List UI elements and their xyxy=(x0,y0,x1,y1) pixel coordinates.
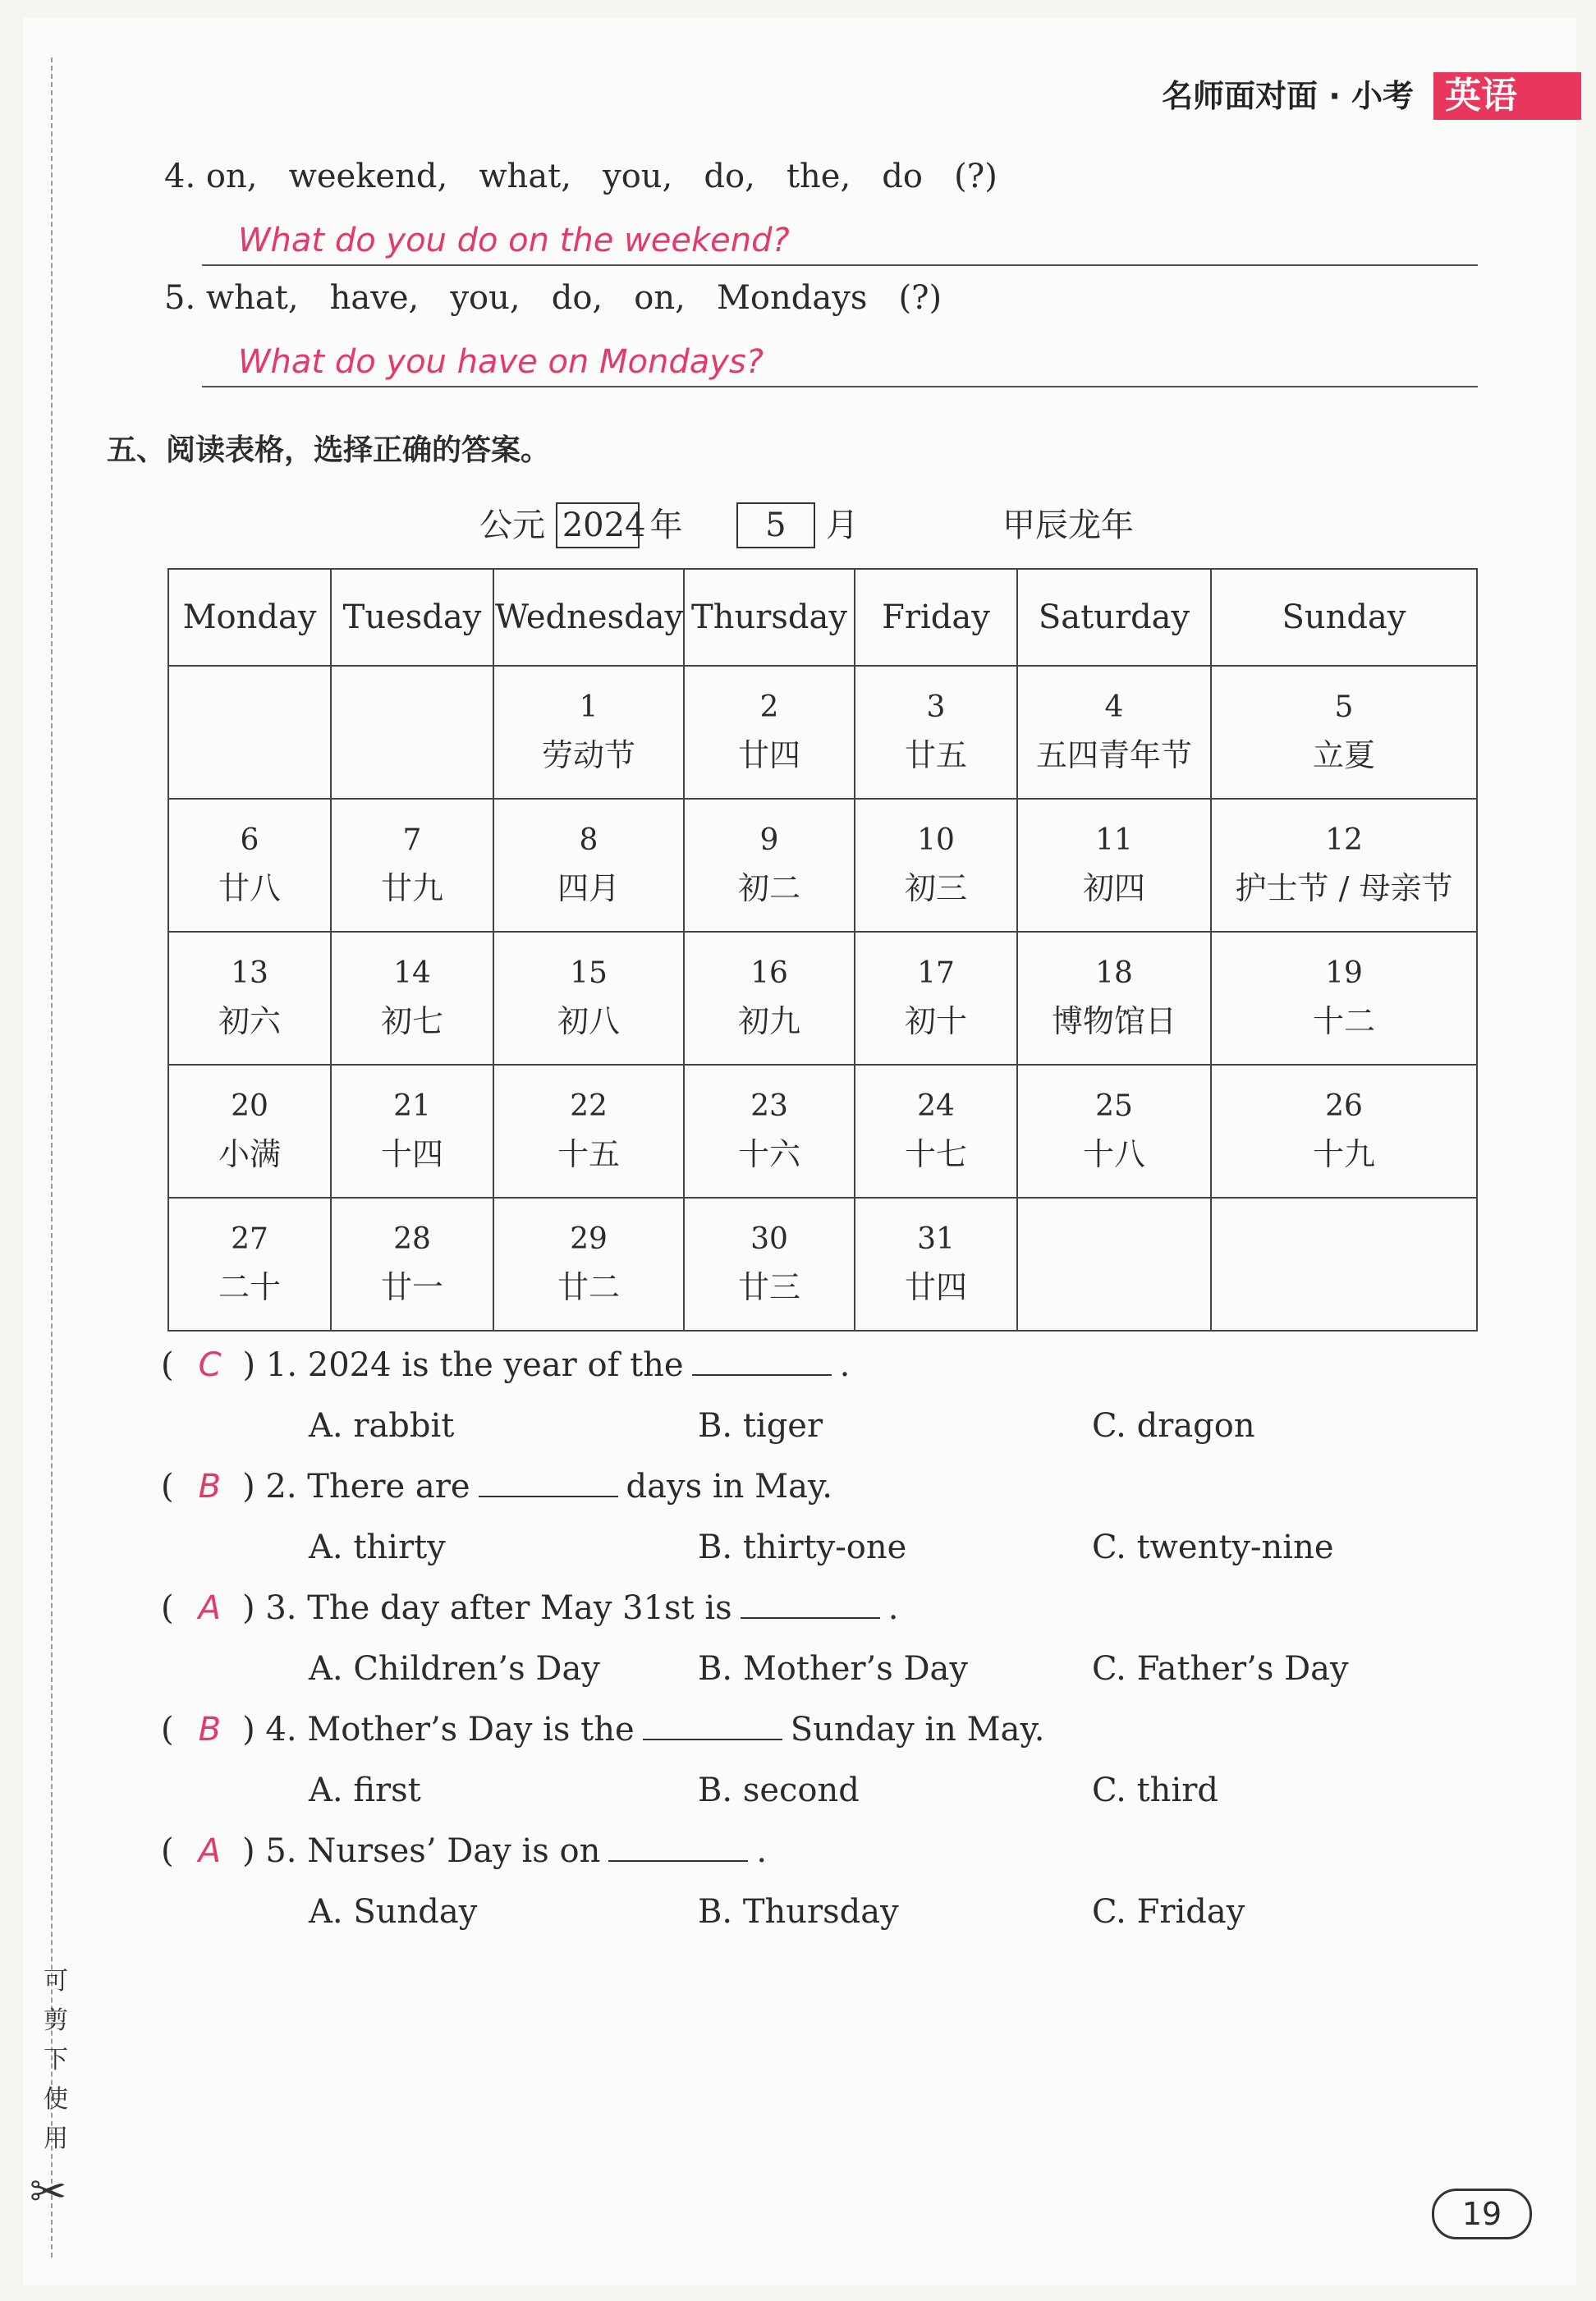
day-label: 初九 xyxy=(737,1003,800,1039)
question-answer: A xyxy=(198,1589,221,1627)
calendar-year-line xyxy=(479,499,1134,548)
day-label: 小满 xyxy=(218,1136,281,1172)
answer-paren-open: ( xyxy=(161,1711,174,1749)
day-number: 3 xyxy=(926,690,946,724)
calendar-table xyxy=(167,568,1478,1332)
weekday-saturday: Saturday xyxy=(1017,569,1211,666)
day-label: 十四 xyxy=(380,1136,443,1172)
calendar-week-row xyxy=(168,932,1477,1065)
ordering-item-4 xyxy=(164,158,998,195)
lunar-year: 甲辰龙年 xyxy=(1002,506,1135,544)
question-stem-end: . xyxy=(756,1832,768,1870)
calendar-day-cell xyxy=(168,1198,331,1331)
question-option: C. dragon xyxy=(1092,1407,1255,1445)
calendar-day-cell xyxy=(1211,1065,1477,1198)
cut-note-char: 下 xyxy=(44,2046,68,2074)
calendar-day-cell xyxy=(1017,1198,1211,1331)
calendar-day-cell xyxy=(493,666,684,799)
question-option: B. tiger xyxy=(698,1407,823,1445)
question-stem: 2024 is the year of the xyxy=(307,1346,684,1384)
section-heading: 五、阅读表格，选择正确的答案。 xyxy=(107,433,551,467)
question-stem-end: . xyxy=(839,1346,851,1384)
day-label: 初二 xyxy=(737,870,800,906)
day-label: 廿八 xyxy=(218,870,281,906)
question-stem: Nurses’ Day is on xyxy=(307,1832,601,1870)
ordering-words: on, weekend, what, you, do, the, do (?) xyxy=(205,158,998,195)
day-label: 初六 xyxy=(218,1003,281,1039)
calendar-day-cell xyxy=(1017,1065,1211,1198)
calendar-day-cell xyxy=(331,932,493,1065)
day-label: 廿三 xyxy=(737,1269,800,1305)
question-number: 2. xyxy=(265,1468,297,1506)
day-number: 8 xyxy=(579,823,598,857)
month-unit: 月 xyxy=(825,506,859,544)
day-number: 11 xyxy=(1095,823,1133,857)
question-option: A. thirty xyxy=(309,1529,446,1566)
day-label: 四月 xyxy=(557,870,620,906)
answer-paren-close: ) xyxy=(242,1711,255,1749)
day-number: 24 xyxy=(917,1089,955,1123)
calendar-day-cell xyxy=(331,1198,493,1331)
calendar-day-cell xyxy=(168,799,331,932)
calendar-day-cell xyxy=(855,1198,1017,1331)
question-option: A. first xyxy=(309,1772,421,1809)
question-number: 1. xyxy=(265,1346,298,1384)
calendar-week-row xyxy=(168,1065,1477,1198)
day-number: 28 xyxy=(393,1222,431,1256)
cut-note-char: 可 xyxy=(44,1967,68,1996)
question-option: C. Friday xyxy=(1092,1893,1245,1931)
calendar-day-cell xyxy=(684,799,855,932)
day-number: 17 xyxy=(917,956,955,990)
year-unit: 年 xyxy=(649,506,683,544)
day-label: 十五 xyxy=(557,1136,620,1172)
day-label: 五四青年节 xyxy=(1035,737,1192,773)
day-label: 初十 xyxy=(904,1003,967,1039)
answer-paren-close: ) xyxy=(242,1346,256,1384)
calendar-day-cell xyxy=(1017,799,1211,932)
ordering-number: 5. xyxy=(164,279,196,317)
question-option: B. second xyxy=(698,1772,860,1809)
calendar-week-row xyxy=(168,799,1477,932)
calendar-week-row xyxy=(168,1198,1477,1331)
calendar-day-cell xyxy=(168,666,331,799)
ordering-words: what, have, you, do, on, Mondays (?) xyxy=(205,279,942,317)
weekday-monday: Monday xyxy=(168,569,331,666)
day-label: 廿二 xyxy=(557,1269,620,1305)
cut-here-note xyxy=(39,1962,72,2159)
day-number: 4 xyxy=(1104,690,1124,724)
day-label: 廿四 xyxy=(904,1269,967,1305)
calendar-day-cell xyxy=(855,932,1017,1065)
day-number: 27 xyxy=(231,1222,268,1256)
day-label: 廿一 xyxy=(380,1269,443,1305)
calendar-day-cell xyxy=(684,1198,855,1331)
cut-note-char: 用 xyxy=(44,2125,68,2153)
day-number: 25 xyxy=(1095,1089,1133,1123)
calendar-day-cell xyxy=(1211,666,1477,799)
day-number: 7 xyxy=(402,823,422,857)
answer-paren-close: ) xyxy=(242,1468,255,1506)
day-number: 29 xyxy=(570,1222,608,1256)
day-label: 廿四 xyxy=(737,737,800,773)
day-number: 9 xyxy=(759,823,779,857)
day-label: 初四 xyxy=(1082,870,1145,906)
day-label: 初三 xyxy=(904,870,967,906)
cut-note-char: 剪 xyxy=(44,2006,68,2035)
day-number: 19 xyxy=(1325,956,1363,990)
ordering-answer-5: What do you have on Mondays? xyxy=(238,343,764,381)
day-number: 15 xyxy=(570,956,608,990)
question-stem-end: . xyxy=(887,1589,899,1627)
day-number: 16 xyxy=(750,956,788,990)
question-option: B. Mother’s Day xyxy=(698,1650,968,1688)
calendar-day-cell xyxy=(493,1065,684,1198)
subject-badge: 英语 xyxy=(1433,72,1581,120)
weekday-tuesday: Tuesday xyxy=(331,569,493,666)
weekday-friday: Friday xyxy=(855,569,1017,666)
question-option: A. Sunday xyxy=(309,1893,478,1931)
question-blank xyxy=(608,1836,748,1862)
day-number: 18 xyxy=(1095,956,1133,990)
question-blank xyxy=(692,1350,832,1376)
question-option: C. Father’s Day xyxy=(1092,1650,1349,1688)
question-answer: B xyxy=(198,1468,222,1506)
calendar-day-cell xyxy=(1211,799,1477,932)
day-label: 十七 xyxy=(904,1136,967,1172)
answer-paren-open: ( xyxy=(161,1589,174,1627)
ordering-number: 4. xyxy=(164,158,196,195)
calendar-day-cell xyxy=(493,932,684,1065)
weekday-sunday: Sunday xyxy=(1211,569,1477,666)
day-number: 21 xyxy=(393,1089,431,1123)
day-label: 护士节 / 母亲节 xyxy=(1235,870,1453,906)
day-label: 十八 xyxy=(1082,1136,1145,1172)
day-number: 2 xyxy=(759,690,779,724)
day-label: 劳动节 xyxy=(541,737,635,773)
question-answer: C xyxy=(198,1346,222,1384)
day-number: 22 xyxy=(570,1089,608,1123)
day-label: 廿九 xyxy=(380,870,443,906)
day-label: 初八 xyxy=(557,1003,620,1039)
question-blank xyxy=(741,1593,880,1619)
day-label: 二十 xyxy=(218,1269,281,1305)
calendar-day-cell xyxy=(1017,666,1211,799)
weekday-thursday: Thursday xyxy=(684,569,855,666)
day-label: 立夏 xyxy=(1312,737,1375,773)
calendar-day-cell xyxy=(331,666,493,799)
question-2 xyxy=(161,1468,832,1506)
calendar-day-cell xyxy=(1211,1198,1477,1331)
page-number: 19 xyxy=(1432,2189,1532,2239)
month-box: 5 xyxy=(736,502,815,548)
calendar-week-row xyxy=(168,666,1477,799)
day-label: 十六 xyxy=(737,1136,800,1172)
day-label: 廿五 xyxy=(904,737,967,773)
day-number: 20 xyxy=(231,1089,268,1123)
question-stem: There are xyxy=(307,1468,470,1506)
answer-paren-close: ) xyxy=(241,1589,255,1627)
ordering-answer-4: What do you do on the weekend? xyxy=(238,222,790,259)
ordering-item-5 xyxy=(164,279,942,317)
day-number: 26 xyxy=(1325,1089,1363,1123)
answer-paren-open: ( xyxy=(161,1346,174,1384)
question-blank xyxy=(479,1471,618,1497)
weekday-header-row xyxy=(168,569,1477,666)
cut-line xyxy=(51,57,53,2257)
calendar-day-cell xyxy=(1211,932,1477,1065)
answer-underline xyxy=(202,264,1478,266)
day-number: 12 xyxy=(1325,823,1363,857)
question-stem: Mother’s Day is the xyxy=(307,1711,635,1749)
weekday-wednesday: Wednesday xyxy=(493,569,684,666)
answer-paren-close: ) xyxy=(241,1832,255,1870)
question-option: C. third xyxy=(1092,1772,1218,1809)
question-option: B. thirty-one xyxy=(698,1529,907,1566)
series-title: 名师面对面 · 小考 xyxy=(1162,78,1414,114)
question-stem-end: Sunday in May. xyxy=(790,1711,1045,1749)
scissors-icon: ✂ xyxy=(30,2166,67,2217)
day-number: 30 xyxy=(750,1222,788,1256)
calendar-day-cell xyxy=(168,1065,331,1198)
question-answer: B xyxy=(198,1711,222,1749)
cut-note-char: 使 xyxy=(44,2085,68,2114)
question-number: 3. xyxy=(265,1589,297,1627)
day-number: 23 xyxy=(750,1089,788,1123)
question-number: 4. xyxy=(265,1711,297,1749)
day-number: 14 xyxy=(393,956,431,990)
day-number: 5 xyxy=(1334,690,1354,724)
calendar-day-cell xyxy=(493,1198,684,1331)
day-label: 十二 xyxy=(1312,1003,1375,1039)
question-option: C. twenty-nine xyxy=(1092,1529,1334,1566)
answer-underline xyxy=(202,386,1478,387)
day-number: 31 xyxy=(917,1222,955,1256)
day-number: 13 xyxy=(231,956,268,990)
era-label: 公元 xyxy=(479,506,545,544)
day-number: 1 xyxy=(579,690,598,724)
question-option: B. Thursday xyxy=(698,1893,899,1931)
question-4 xyxy=(161,1711,1044,1749)
question-stem-end: days in May. xyxy=(626,1468,832,1506)
calendar-day-cell xyxy=(168,932,331,1065)
calendar-day-cell xyxy=(684,666,855,799)
question-option: A. Children’s Day xyxy=(309,1650,600,1688)
question-number: 5. xyxy=(265,1832,297,1870)
calendar-day-cell xyxy=(493,799,684,932)
question-3 xyxy=(161,1589,898,1627)
calendar-day-cell xyxy=(855,1065,1017,1198)
calendar-day-cell xyxy=(331,1065,493,1198)
calendar-day-cell xyxy=(331,799,493,932)
question-blank xyxy=(643,1714,782,1740)
day-label: 初七 xyxy=(380,1003,443,1039)
calendar-day-cell xyxy=(1017,932,1211,1065)
calendar-body xyxy=(168,666,1477,1331)
answer-paren-open: ( xyxy=(161,1832,174,1870)
calendar-day-cell xyxy=(855,666,1017,799)
calendar-day-cell xyxy=(684,1065,855,1198)
question-5 xyxy=(161,1832,767,1870)
question-option: A. rabbit xyxy=(309,1407,455,1445)
calendar-day-cell xyxy=(684,932,855,1065)
year-box: 2024 xyxy=(556,502,640,548)
answer-paren-open: ( xyxy=(161,1468,174,1506)
day-label: 十九 xyxy=(1312,1136,1375,1172)
day-number: 10 xyxy=(917,823,955,857)
question-1 xyxy=(161,1346,850,1384)
calendar-day-cell xyxy=(855,799,1017,932)
question-answer: A xyxy=(198,1832,221,1870)
question-stem: The day after May 31st is xyxy=(307,1589,732,1627)
day-number: 6 xyxy=(240,823,259,857)
day-label: 博物馆日 xyxy=(1051,1003,1176,1039)
